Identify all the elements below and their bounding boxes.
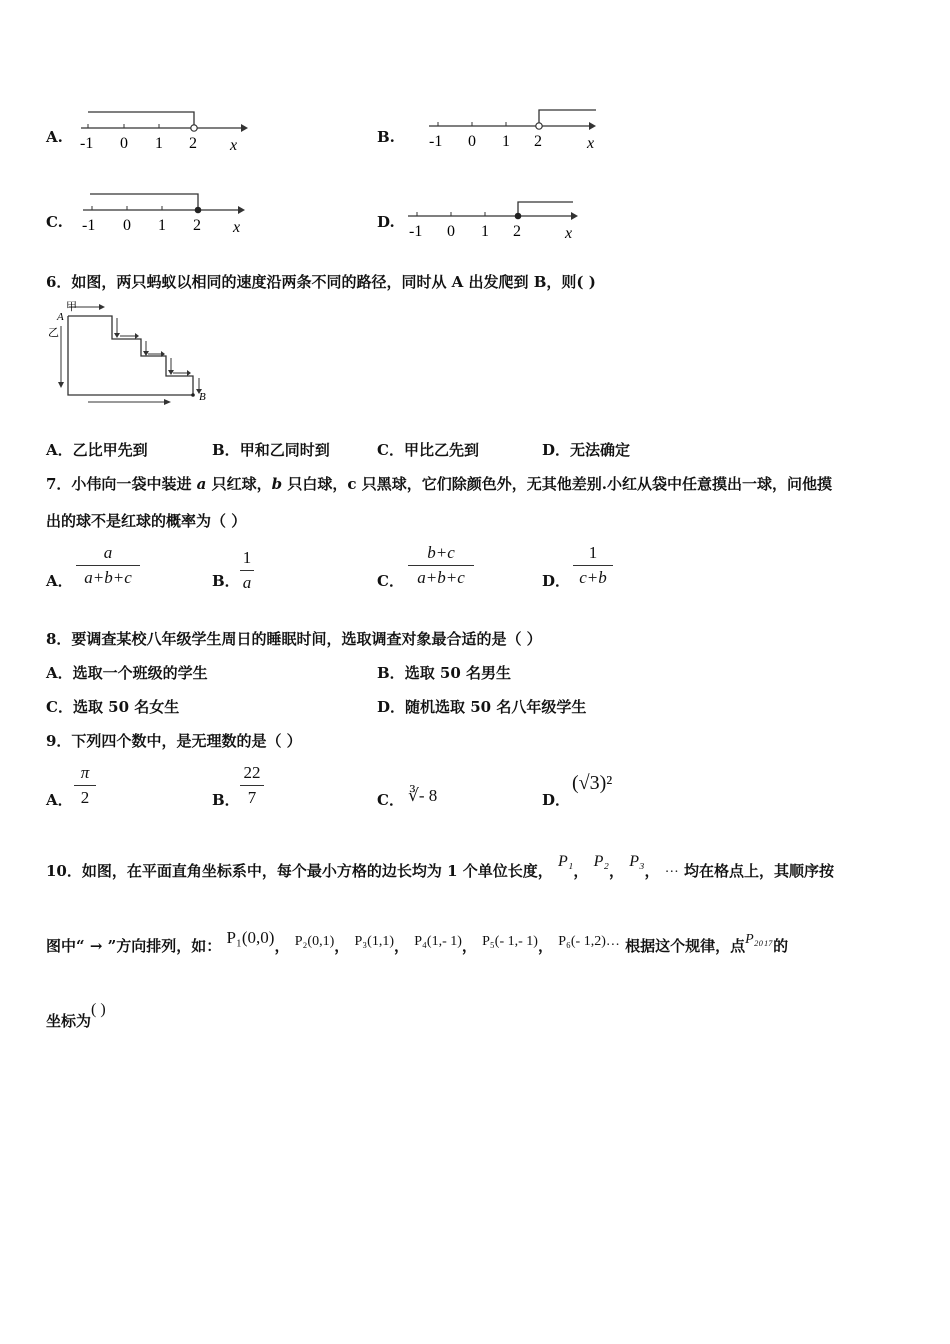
q9-option-c-expression: ∛- 8 <box>408 786 438 805</box>
q9-option-d-expression: (√3)² <box>572 772 613 794</box>
q9-option-c-letter[interactable]: C． <box>377 791 404 809</box>
q8-option-b[interactable]: B．选取 50 名男生 <box>377 664 512 682</box>
q7-option-c-letter[interactable]: C． <box>377 572 404 590</box>
q8-option-a[interactable]: A．选取一个班级的学生 <box>46 664 208 682</box>
tick-label: -1 <box>429 133 443 150</box>
tick-label: 1 <box>158 217 166 234</box>
q6-option-a[interactable]: A．乙比甲先到 <box>46 441 148 459</box>
q10-line2: 图中“ → ”方向排列，如： P₁(0,0)， P₂(0,1)， P₃(1,1)， P₄(1,- 1)， P₅(- 1,- 1)， P₆(- 1,2)… 根据这个规律，点P₂₀₁₇的 <box>46 928 789 955</box>
q6-option-c[interactable]: C．甲比乙先到 <box>377 441 479 459</box>
q7-option-c-fraction: b+c a+b+c <box>408 543 474 588</box>
q7-option-b-letter[interactable]: B． <box>212 572 240 590</box>
q5-option-c-number-line <box>78 188 253 240</box>
q5-option-a-number-line <box>76 104 251 156</box>
tick-label: -1 <box>82 217 96 234</box>
q7-stem-line1: 7．小伟向一袋中装进 a 只红球，b 只白球，c 只黑球，它们除颜色外，无其他差别.小红从袋中任意摸出一球，问他摸 <box>46 475 832 493</box>
tick-label: 2 <box>193 217 201 234</box>
q9-option-b-letter[interactable]: B． <box>212 791 240 809</box>
q8-stem: 8．要调查某校八年级学生周日的睡眠时间，选取调查对象最合适的是（ ） <box>46 630 542 648</box>
tick-label: 2 <box>534 133 542 150</box>
q8-option-d[interactable]: D．随机选取 50 名八年级学生 <box>377 698 587 716</box>
point-p5: P₅(- 1,- 1) <box>482 934 538 949</box>
q8-option-c[interactable]: C．选取 50 名女生 <box>46 698 180 716</box>
q10-line3: 坐标为( ) <box>46 1001 106 1030</box>
q7-option-b-fraction: 1 a <box>240 548 254 593</box>
point-p1: P₁(0,0) <box>226 928 275 947</box>
q10-line1: 10．如图，在平面直角坐标系中，每个最小方格的边长均为 1 个单位长度， P₁， P₂， P₃， … 均在格点上，其顺序按 <box>46 853 835 880</box>
q5-option-b-number-line <box>424 104 604 156</box>
q7-option-d-letter[interactable]: D． <box>542 572 571 590</box>
q6-option-b[interactable]: B．甲和乙同时到 <box>212 441 330 459</box>
axis-variable: x <box>565 225 573 242</box>
q6-option-d[interactable]: D．无法确定 <box>542 441 631 459</box>
tick-label: 0 <box>447 223 455 240</box>
q9-option-a-letter[interactable]: A． <box>46 791 73 809</box>
point-p4: P₄(1,- 1) <box>414 934 462 949</box>
point-p2017: P₂₀₁₇ <box>745 932 774 947</box>
q7-option-d-fraction: 1 c+b <box>573 543 613 588</box>
axis-variable: x <box>233 219 241 236</box>
tick-label: 2 <box>189 135 197 152</box>
axis-variable: x <box>587 135 595 152</box>
tick-label: 1 <box>502 133 510 150</box>
tick-label: 1 <box>481 223 489 240</box>
tick-label: 0 <box>468 133 476 150</box>
label-a: A <box>57 311 64 323</box>
label-yi: 乙 <box>48 327 59 339</box>
tick-label: -1 <box>409 223 423 240</box>
q6-staircase-figure <box>44 298 214 406</box>
q5-option-d-letter: D. <box>377 213 395 231</box>
q5-option-c-letter: C. <box>46 213 63 231</box>
point-p3: P₃(1,1) <box>354 934 394 949</box>
q7-option-a-fraction: a a+b+c <box>76 543 140 588</box>
tick-label: -1 <box>80 135 94 152</box>
point-p6: P₆(- 1,2)… <box>558 934 620 949</box>
q6-stem: 6．如图，两只蚂蚁以相同的速度沿两条不同的路径，同时从 A 出发爬到 B，则( ) <box>46 273 596 291</box>
q9-option-a-fraction: π 2 <box>74 763 96 808</box>
tick-label: 2 <box>513 223 521 240</box>
label-jia: 甲 <box>66 301 77 313</box>
tick-label: 1 <box>155 135 163 152</box>
q7-option-a-letter[interactable]: A． <box>46 572 73 590</box>
q7-stem-line2: 出的球不是红球的概率为（ ） <box>46 512 247 530</box>
q5-option-a-letter: A. <box>46 128 63 146</box>
q9-option-d-letter[interactable]: D． <box>542 791 571 809</box>
q9-option-b-fraction: 22 7 <box>240 763 264 808</box>
q9-stem: 9．下列四个数中，是无理数的是（ ） <box>46 732 302 750</box>
tick-label: 0 <box>123 217 131 234</box>
q5-option-b-letter: B. <box>377 128 395 146</box>
q5-option-d-number-line <box>403 194 583 246</box>
label-b: B <box>199 391 206 403</box>
answer-parentheses: ( ) <box>91 1001 106 1018</box>
tick-label: 0 <box>120 135 128 152</box>
axis-variable: x <box>230 137 238 154</box>
point-p2: P₂(0,1) <box>294 934 335 949</box>
